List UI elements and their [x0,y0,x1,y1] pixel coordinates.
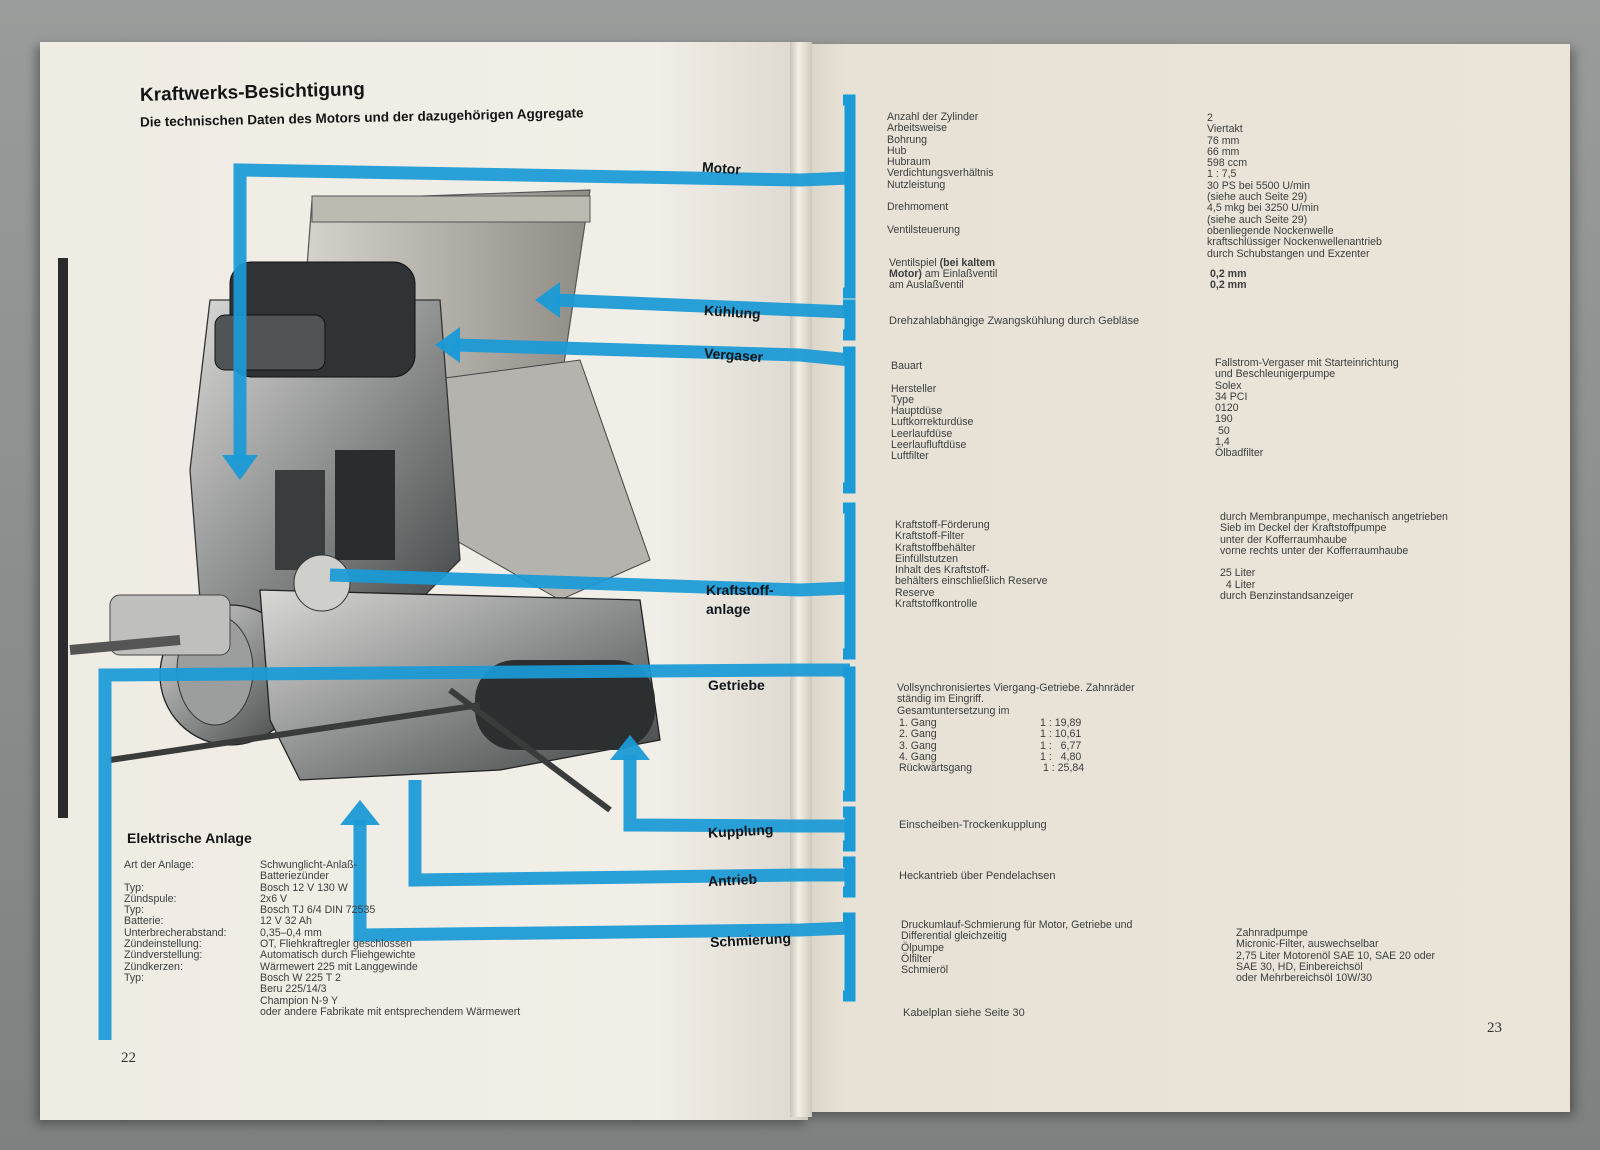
schmierung-values: Zahnradpumpe Micronic-Filter, auswechselbar 2,75 Liter Motorenöl SAE 10, SAE 20 oder SAE 30, HD, Einbereichsöl oder Mehrbereichsöl 10W/30 [1236,927,1436,985]
getriebe-ratios: 1 : 19,89 1 : 10,61 1 : 6,77 1 : 4,80 1 : 25,84 [1040,717,1085,775]
ventilspiel-line-3: am Auslaßventil [889,279,964,291]
motor-keys: Anzahl der Zylinder Arbeitsweise Bohrung Hub Hubraum Verdichtungsverhältnis Nutzleistung Drehmoment Ventilsteuerung [887,111,994,236]
getriebe-text: Vollsynchronisiertes Viergang-Getriebe. Zahnräder ständig im Eingriff. Gesamtuntersetzung im [897,682,1135,717]
elektrische-anlage-keys: Art der Anlage: Typ: Zündspule: Typ: Batterie: Unterbrecherabstand: Zündeinstellung: Zündverstellung: Zündkerzen: Typ: [124,859,227,984]
motor-values: 2 Viertakt 76 mm 66 mm 598 ccm 1 : 7,5 30 PS bei 5500 U/min (siehe auch Seite 29) 4,5 mkg bei 3250 U/min (siehe auch Seite 29) obenliegende Nockenwelle kraftschlüssiger Nockenwellenantrieb durch Schubstangen und Exzenter [1207,112,1382,260]
label-schmierung: Schmierung [709,929,792,951]
antrieb-text: Heckantrieb über Pendelachsen [899,870,1056,882]
kraftstoff-keys: Kraftstoff-Förderung Kraftstoff-Filter Kraftstoffbehälter Einfüllstutzen Inhalt des Kraftstoff- behälters einschließlich Reserve Reserve Kraftstoffkontrolle [895,519,1048,611]
kuehlung-text: Drehzahlabhängige Zwangskühlung durch Gebläse [889,315,1140,327]
elektrische-anlage-title: Elektrische Anlage [127,830,252,846]
label-motor: Motor [701,158,742,178]
schmierung-keys: Druckumlauf-Schmierung für Motor, Getriebe und Differential gleichzeitig Ölpumpe Ölfilter Schmieröl [901,919,1133,977]
vergaser-values: Fallstrom-Vergaser mit Starteinrichtung und Beschleunigerpumpe Solex 34 PCI 0120 190 50 1,4 Ölbadfilter [1215,357,1399,460]
vergaser-keys: Bauart Hersteller Type Hauptdüse Luftkorrekturdüse Leerlaufdüse Leerlaufluftdüse Luftfilter [891,360,974,463]
kabelplan-note: Kabelplan siehe Seite 30 [903,1007,1025,1019]
page-subtitle: Die technischen Daten des Motors und der dazugehörigen Aggregate [139,105,584,130]
ventilspiel-line-2: Motor) am Einlaßventil [889,268,998,280]
label-antrieb: Antrieb [707,870,758,890]
label-kraftstoff-1: Kraftstoff- [706,582,774,598]
page-title: Kraftwerks-Besichtigung [139,79,366,106]
label-getriebe: Getriebe [708,677,765,693]
getriebe-gears: 1. Gang 2. Gang 3. Gang 4. Gang Rückwärtsgang [899,717,973,775]
elektrische-anlage-values: Schwunglicht-Anlaß- Batteriezünder Bosch 12 V 130 W 2x6 V Bosch TJ 6/4 DIN 72535 12 V 32 Ah 0,35–0,4 mm OT, Fliehkraftregler geschlossen Automatisch durch Fliehgewichte Wärmewert 225 mit Langgewinde Bosch W 225 T 2 Beru 225/14/3 Champion N-9 Y oder andere Fabrikate mit entsprechendem Wärmewert [260,859,521,1018]
kraftstoff-values: durch Membranpumpe, mechanisch angetrieben Sieb im Deckel der Kraftstoffpumpe unter der Kofferraumhaube vorne rechts unter der Kofferraumhaube 25 Liter 4 Liter durch Benzinstandsanzeiger [1220,511,1448,603]
page-number-left: 22 [121,1050,136,1066]
kupplung-text: Einscheiben-Trockenkupplung [899,819,1047,831]
engine-illustration [70,190,660,810]
ventilspiel-line-1: Ventilspiel (bei kaltem [889,257,995,269]
ventilspiel-values: 0,2 mm 0,2 mm [1210,268,1247,292]
section-brackets [843,100,850,996]
label-kupplung: Kupplung [707,821,774,841]
page-number-right: 23 [1487,1020,1502,1036]
label-kuehlung: Kühlung [703,302,762,322]
label-kraftstoff-2: anlage [706,601,751,617]
label-vergaser: Vergaser [703,344,764,366]
